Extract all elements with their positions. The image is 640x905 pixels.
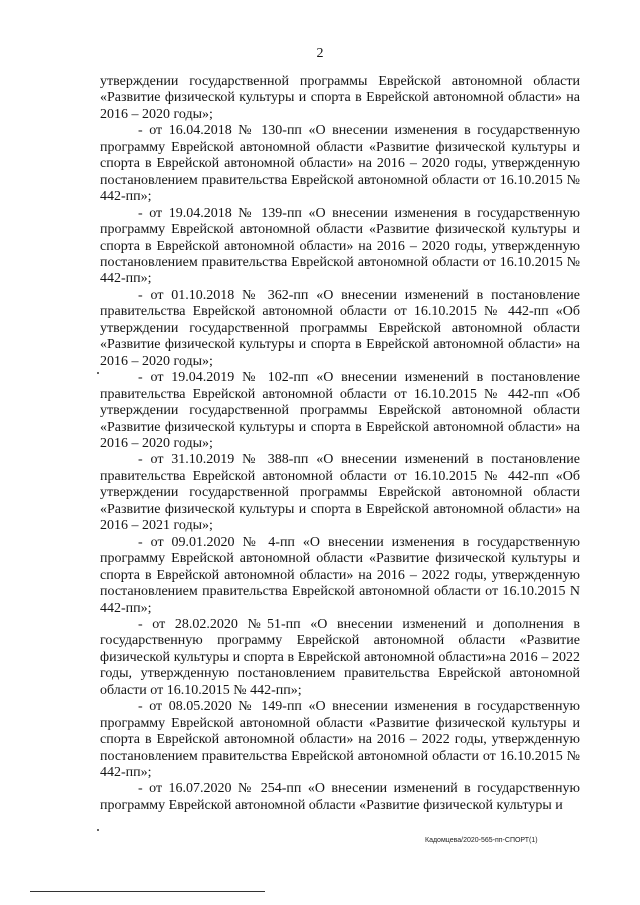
paragraph: - от 16.07.2020 № 254-пп «О внесении изменений в государственную программу Еврейской автономной области «Развитие физической культуры и bbox=[100, 781, 580, 813]
document-footer-code: Кадомцева/2020-565-пп-СПОРТ(1) bbox=[425, 837, 538, 844]
paragraph: - от 19.04.2019 № 102-пп «О внесении изменений в постановление правительства Еврейской автономной области от 16.10.2015 № 442-пп «Об утверждении государственной программы Еврейской автономной области «Развитие физической культуры и спорта в Еврейской автономной области» на 2016 – 2020 годы»; bbox=[100, 370, 580, 451]
paragraph: - от 19.04.2018 № 139-пп «О внесении изменения в государственную программу Еврейской автономной области «Развитие физической культуры и спорта в Еврейской автономной области» на 2016 – 2020 годы, утвержденную постановлением правительства Еврейской автономной области от 16.10.2015 № 442-пп»; bbox=[100, 205, 580, 287]
bottom-rule bbox=[30, 891, 265, 892]
paragraph: - от 16.04.2018 № 130-пп «О внесении изменения в государственную программу Еврейской автономной области «Развитие физической культуры и спорта в Еврейской автономной области» на 2016 – 2020 годы, утвержденную постановлением правительства Еврейской автономной области от 16.10.2015 № 442-пп»; bbox=[100, 123, 580, 205]
document-body bbox=[100, 74, 580, 814]
page-number: 2 bbox=[316, 46, 324, 61]
paragraph: - от 01.10.2018 № 362-пп «О внесении изменений в постановление правительства Еврейской автономной области от 16.10.2015 № 442-пп «Об утверждении государственной программы Еврейской автономной области «Развитие физической культуры и спорта в Еврейской автономной области» на 2016 – 2020 годы»; bbox=[100, 287, 580, 369]
paragraph: утверждении государственной программы Еврейской автономной области «Развитие физической культуры и спорта в Еврейской автономной области» на 2016 – 2020 годы»; bbox=[100, 74, 580, 122]
paragraph: - от 31.10.2019 № 388-пп «О внесении изменений в постановление правительства Еврейской автономной области от 16.10.2015 № 442-пп «Об утверждении государственной программы Еврейской автономной области «Развитие физической культуры и спорта в Еврейской автономной области» на 2016 – 2021 годы»; bbox=[100, 452, 580, 534]
paragraph: - от 08.05.2020 № 149-пп «О внесении изменения в государственную программу Еврейской автономной области «Развитие физической культуры и спорта в Еврейской автономной области» на 2016 – 2022 годы, утвержденную постановлением правительства Еврейской автономной области от 16.10.2015 № 442-пп»; bbox=[100, 699, 580, 781]
scan-mark bbox=[97, 372, 99, 374]
paragraph: - от 09.01.2020 № 4-пп «О внесении изменения в государственную программу Еврейской автономной области «Развитие физической культуры и спорта в Еврейской автономной области» на 2016 – 2022 годы, утвержденную постановлением правительства Еврейской автономной области от 16.10.2015 N 442-пп»; bbox=[100, 534, 580, 616]
paragraph: - от 28.02.2020 №51-пп «О внесении изменений и дополнения в государственную программу Еврейской автономной области «Развитие физической культуры и спорта в Еврейской автономной области»на 2016 – 2022 годы, утвержденную постановлением правительства Еврейской автономной области от 16.10.2015 № 442-пп»; bbox=[100, 616, 580, 698]
scan-mark bbox=[97, 829, 99, 831]
